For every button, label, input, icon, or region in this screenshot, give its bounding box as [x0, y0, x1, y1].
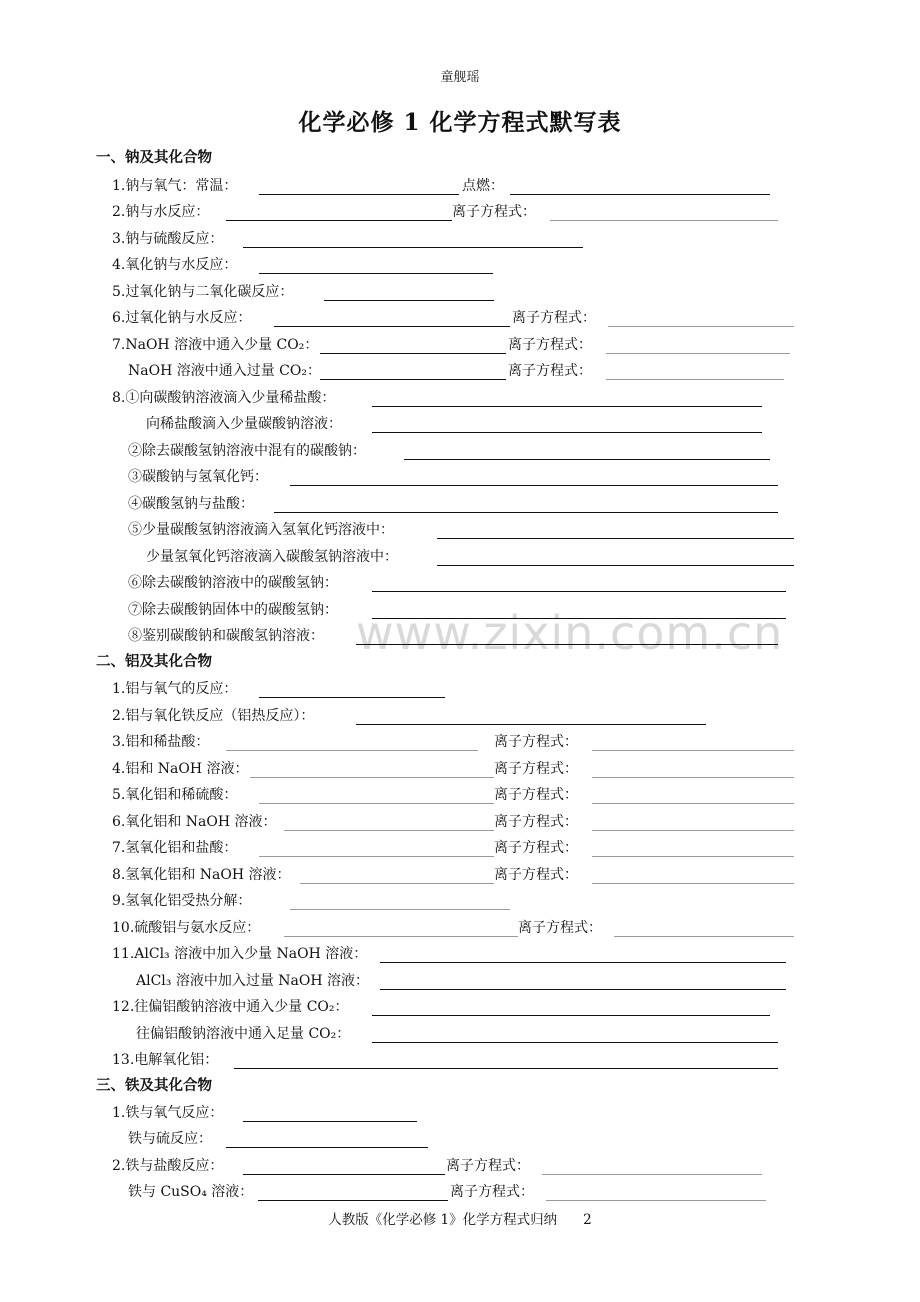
page-title: 化学必修 1 化学方程式默写表 — [298, 109, 622, 136]
na-6-ion-label: 离子方程式： — [512, 310, 596, 326]
al-12b-answer-blank[interactable] — [372, 1042, 778, 1043]
na-6-label: 6.过氧化钠与水反应： — [112, 310, 252, 326]
section-heading-iron: 三、铁及其化合物 — [96, 1077, 212, 1094]
al-10-label: 10.硫酸铝与氨水反应： — [112, 920, 261, 936]
na-2-answer-blank[interactable] — [226, 220, 452, 221]
al-7-answer-blank[interactable] — [259, 856, 494, 857]
al-2-answer-blank[interactable] — [356, 724, 706, 725]
fe-2b-ion-label: 离子方程式： — [450, 1184, 534, 1200]
fe-2b-ion-answer-blank[interactable] — [546, 1200, 766, 1201]
fe-2b-answer-blank[interactable] — [258, 1200, 448, 1201]
na-8c-answer-blank[interactable] — [404, 459, 770, 460]
na-8d-label: ③碳酸钠与氢氧化钙： — [128, 469, 268, 485]
na-8b-answer-blank[interactable] — [372, 432, 762, 433]
fe-2-label: 2.铁与盐酸反应： — [112, 1158, 224, 1174]
na-8c-label: ②除去碳酸氢钠溶液中混有的碳酸钠： — [128, 443, 366, 459]
al-11b-label: AlCl₃ 溶液中加入过量 NaOH 溶液： — [136, 973, 370, 989]
al-4-answer-blank[interactable] — [250, 777, 494, 778]
na-8a-answer-blank[interactable] — [372, 406, 762, 407]
al-5-ion-label: 离子方程式： — [494, 787, 578, 803]
na-8g-label: 少量氢氧化钙溶液滴入碳酸氢钠溶液中： — [146, 549, 398, 565]
al-3-answer-blank[interactable] — [226, 750, 478, 751]
na-7-label: 7.NaOH 溶液中通入少量 CO₂： — [112, 337, 319, 353]
al-13-label: 13.电解氧化铝： — [112, 1052, 219, 1068]
al-4-label: 4.铝和 NaOH 溶液： — [112, 761, 249, 777]
page-number: 2 — [583, 1212, 592, 1228]
na-7b-answer-blank[interactable] — [320, 379, 506, 380]
na-8a-label: 8.①向碳酸钠溶液滴入少量稀盐酸： — [112, 390, 336, 406]
al-9-answer-blank[interactable] — [290, 909, 510, 910]
na-4-label: 4.氧化钠与水反应： — [112, 257, 238, 273]
fe-2-ion-label: 离子方程式： — [446, 1158, 530, 1174]
section-heading-aluminium: 二、铝及其化合物 — [96, 653, 212, 670]
na-8j-label: ⑧鉴别碳酸钠和碳酸氢钠溶液： — [128, 628, 324, 644]
al-1-label: 1.铝与氧气的反应： — [112, 681, 238, 697]
al-7-ion-answer-blank[interactable] — [592, 856, 794, 857]
al-8-ion-answer-blank[interactable] — [592, 883, 794, 884]
watermark: www.zixin.com.cn — [356, 606, 784, 660]
na-7b-ion-answer-blank[interactable] — [606, 379, 784, 380]
na-2-ion-label: 离子方程式： — [452, 204, 536, 220]
na-8h-answer-blank[interactable] — [372, 591, 786, 592]
al-7-label: 7.氢氧化铝和盐酸： — [112, 840, 238, 856]
al-11a-label: 11.AlCl₃ 溶液中加入少量 NaOH 溶液： — [112, 946, 368, 962]
fe-2-answer-blank[interactable] — [243, 1174, 445, 1175]
al-1-answer-blank[interactable] — [259, 697, 445, 698]
al-5-answer-blank[interactable] — [259, 803, 494, 804]
na-8i-answer-blank[interactable] — [372, 618, 786, 619]
na-8d-answer-blank[interactable] — [290, 485, 778, 486]
al-6-ion-answer-blank[interactable] — [592, 830, 794, 831]
al-12a-label: 12.往偏铝酸钠溶液中通入少量 CO₂： — [112, 999, 349, 1015]
al-4-ion-label: 离子方程式： — [494, 761, 578, 777]
na-8b-label: 向稀盐酸滴入少量碳酸钠溶液： — [146, 416, 342, 432]
fe-2-ion-answer-blank[interactable] — [542, 1174, 762, 1175]
al-13-answer-blank[interactable] — [234, 1068, 778, 1069]
al-3-ion-answer-blank[interactable] — [592, 750, 794, 751]
na-8j-answer-blank[interactable] — [356, 644, 778, 645]
al-12b-label: 往偏铝酸钠溶液中通入足量 CO₂： — [136, 1026, 351, 1042]
na-1-answer-blank[interactable] — [259, 194, 459, 195]
na-6-answer-blank[interactable] — [274, 326, 510, 327]
na-5-answer-blank[interactable] — [324, 300, 494, 301]
na-6-ion-answer-blank[interactable] — [608, 326, 794, 327]
al-12a-answer-blank[interactable] — [372, 1015, 770, 1016]
author-name: 童舰瑶 — [440, 70, 480, 85]
al-8-label: 8.氢氧化铝和 NaOH 溶液： — [112, 867, 291, 883]
na-7-answer-blank[interactable] — [320, 353, 506, 354]
al-11a-answer-blank[interactable] — [380, 962, 786, 963]
al-10-ion-answer-blank[interactable] — [614, 936, 794, 937]
na-1-label-ignite: 点燃： — [462, 178, 504, 194]
na-3-answer-blank[interactable] — [243, 247, 583, 248]
fe-1-answer-blank[interactable] — [243, 1121, 417, 1122]
na-8e-label: ④碳酸氢钠与盐酸： — [128, 496, 254, 512]
na-1-label: 1.钠与氧气：常温： — [112, 178, 238, 194]
al-8-ion-label: 离子方程式： — [494, 867, 578, 883]
section-heading-sodium: 一、钠及其化合物 — [96, 149, 212, 166]
na-8f-label: ⑤少量碳酸氢钠溶液滴入氢氧化钙溶液中： — [128, 522, 394, 538]
na-7-ion-label: 离子方程式： — [508, 337, 592, 353]
al-7-ion-label: 离子方程式： — [494, 840, 578, 856]
fe-1b-label: 铁与硫反应： — [128, 1131, 212, 1147]
na-5-label: 5.过氧化钠与二氧化碳反应： — [112, 284, 294, 300]
na-8h-label: ⑥除去碳酸钠溶液中的碳酸氢钠： — [128, 575, 338, 591]
na-7-ion-answer-blank[interactable] — [606, 353, 790, 354]
al-2-label: 2.铝与氧化铁反应（铝热反应）： — [112, 708, 315, 724]
na-3-label: 3.钠与硫酸反应： — [112, 231, 224, 247]
na-7b-label: NaOH 溶液中通入过量 CO₂： — [128, 363, 321, 379]
footer-text: 人教版《化学必修 1》化学方程式归纳 — [328, 1212, 558, 1228]
al-6-ion-label: 离子方程式： — [494, 814, 578, 830]
na-8e-answer-blank[interactable] — [274, 512, 778, 513]
al-10-answer-blank[interactable] — [284, 936, 518, 937]
al-3-ion-label: 离子方程式： — [494, 734, 578, 750]
page-footer — [0, 1208, 920, 1228]
na-1-ignite-answer-blank[interactable] — [510, 194, 770, 195]
fe-1-label: 1.铁与氧气反应： — [112, 1105, 224, 1121]
al-5-ion-answer-blank[interactable] — [592, 803, 794, 804]
na-8i-label: ⑦除去碳酸钠固体中的碳酸氢钠： — [128, 602, 338, 618]
na-4-answer-blank[interactable] — [259, 273, 493, 274]
al-10-ion-label: 离子方程式： — [518, 920, 602, 936]
al-11b-answer-blank[interactable] — [380, 989, 786, 990]
al-9-label: 9.氢氧化铝受热分解： — [112, 893, 252, 909]
al-4-ion-answer-blank[interactable] — [592, 777, 794, 778]
na-2-ion-answer-blank[interactable] — [550, 220, 778, 221]
al-8-answer-blank[interactable] — [300, 883, 494, 884]
fe-2b-label: 铁与 CuSO₄ 溶液： — [128, 1184, 254, 1200]
al-6-label: 6.氧化铝和 NaOH 溶液： — [112, 814, 277, 830]
na-7b-ion-label: 离子方程式： — [508, 363, 592, 379]
na-2-label: 2.钠与水反应： — [112, 204, 210, 220]
na-8g-answer-blank[interactable] — [437, 565, 794, 566]
al-5-label: 5.氧化铝和稀硫酸： — [112, 787, 238, 803]
na-8f-answer-blank[interactable] — [437, 538, 794, 539]
al-3-label: 3.铝和稀盐酸： — [112, 734, 210, 750]
al-6-answer-blank[interactable] — [284, 830, 494, 831]
fe-1b-answer-blank[interactable] — [226, 1147, 428, 1148]
